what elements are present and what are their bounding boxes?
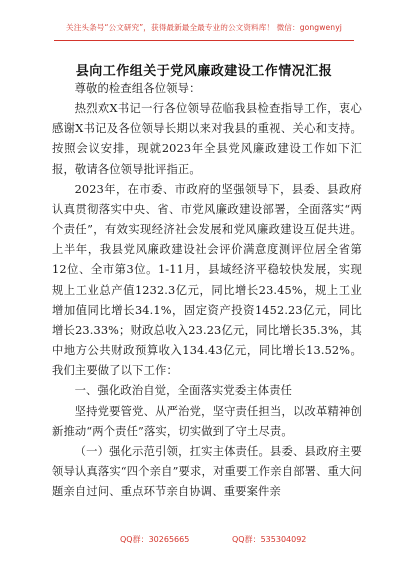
paragraph-section-intro: 坚持党要管党、从严治党，坚守责任担当，以改革精神创新推动“两个责任”落实，切实做到了守土尽责。 [52,404,362,438]
document-title: 县向工作组关于党风廉政建设工作情况汇报 [75,64,333,79]
header-banner: 关注头条号“公文研究”，获得最新最全最专业的公文资料库！ 微信：gongwenyj [66,23,342,32]
salutation: 尊敬的检查组各位领导： [74,82,201,95]
paragraph-subsection-1: （一）强化示范引领，扛实主体责任。县委、县政府主要领导认真落实“四个亲自”要求，对重要工作亲自部署、重大问题亲自过问、重点环节亲自协调、重要案件亲 [52,444,362,499]
document-body [52,79,362,502]
footer-qq-group-left: QQ群：30265665 [120,535,190,544]
section-heading: 一、强化政治自觉，全面落实党委主体责任 [74,384,293,398]
footer-qq-group-right: QQ群：535304092 [232,535,307,544]
header-divider [54,40,354,41]
paragraph-intro: 热烈欢X书记一行各位领导莅临我县检查指导工作，衷心感谢X书记及各位领导长期以来对我县的重视、关心和支持。按照会议安排，现就2023年全县党风廉政建设工作如下汇报，敬请各位领导批评指正。 [52,102,362,176]
paragraph-overview: 2023年，在市委、市政府的坚强领导下，县委、县政府认真贯彻落实中央、省、市党风廉政建设部署，全面落实“两个责任”，有效实现经济社会发展和党风廉政建设互促共进。上半年，我县党风廉政建设社会评价满意度测评位居全省第12位、全市第3位。1-11月，县域经济平稳较快发展，实现规上工业总产值1232.3亿元，同比增长23.45%，规上工业增加值同比增长34.1%，固定资产投资1452.23亿元，同比增长23.33%；财政总收入23.23亿元，同比增长35.3%，其中地方公共财政预算收入134.43亿元，同比增长13.52%。我们主要做了以下工作： [52,182,362,378]
